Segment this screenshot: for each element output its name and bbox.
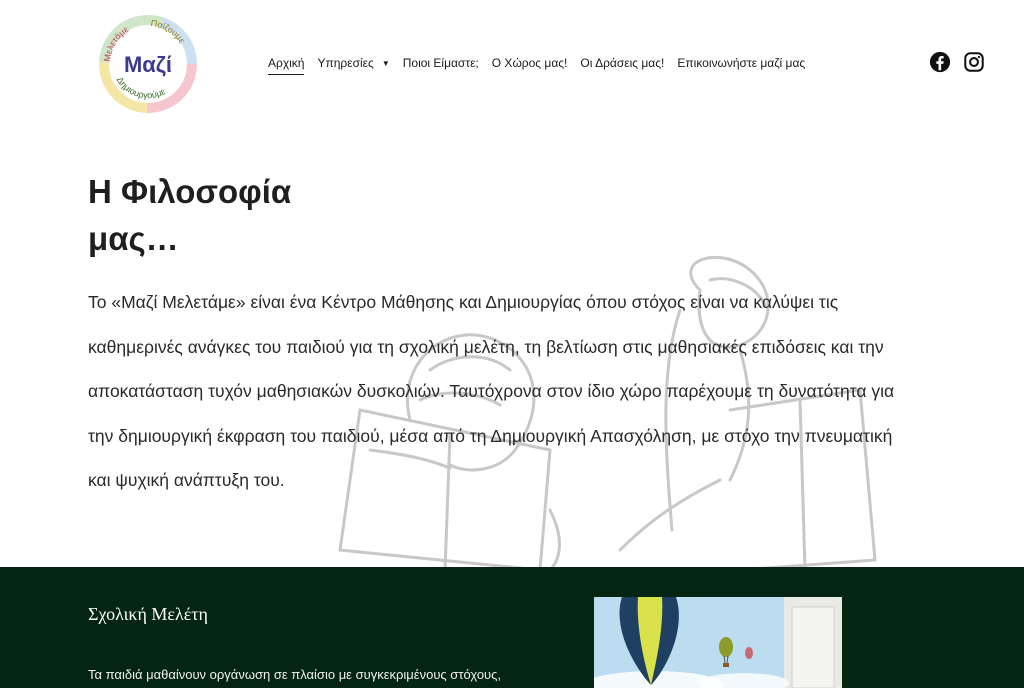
- nav-item-activities[interactable]: [580, 56, 664, 70]
- logo-center-text: Μαζί: [123, 52, 173, 77]
- nav-item-contact[interactable]: [677, 56, 805, 70]
- logo-arc-left: Μελετάμε: [101, 24, 131, 63]
- nav-item-label: Οι Δράσεις μας!: [580, 56, 665, 70]
- facebook-icon[interactable]: [929, 51, 951, 73]
- section-body: Τα παιδιά μαθαίνουν οργάνωση σε πλαίσιο με συγκεκριμένους στόχους,: [88, 667, 502, 682]
- main-nav: [268, 53, 818, 73]
- nav-item-label: Ο Χώρος μας!: [491, 56, 568, 70]
- instagram-icon[interactable]: [963, 51, 985, 73]
- nav-item-label: Υπηρεσίες: [317, 56, 374, 70]
- nav-item-home[interactable]: [268, 56, 304, 70]
- nav-item-services[interactable]: [317, 56, 389, 70]
- nav-item-label: Αρχική: [268, 56, 304, 75]
- logo-arc-right: Παίζουμε: [150, 18, 187, 46]
- nav-item-about[interactable]: [403, 56, 479, 70]
- nav-item-label: Επικοινωνήστε μαζί μας: [677, 56, 806, 70]
- logo-arc-bottom: Δημιουργούμε: [114, 75, 167, 101]
- site-logo[interactable]: [96, 12, 200, 116]
- section-title: Σχολική Μελέτη: [88, 604, 208, 624]
- nav-item-label: Ποιοι Είμαστε;: [402, 56, 479, 70]
- philosophy-section: [0, 130, 1024, 567]
- nav-item-space[interactable]: [492, 56, 568, 70]
- social-links: [929, 51, 985, 73]
- school-study-section: [0, 567, 1024, 688]
- philosophy-body: Το «Μαζί Μελετάμε» είναι ένα Κέντρο Μάθησης και Δημιουργίας όπου στόχος είναι να καλύψει τις καθημερινές ανάγκες του παιδιού για τη σχολική μελέτη, τη βελτίωση στις μαθησιακές επιδόσεις και την αποκατάσταση τυχόν μαθησιακών δυσκολιών. Ταυτόχρονα στον ίδιο χώρο παρέχουμε τη δυνατότητα για την δημιουργική έκφραση του παιδιού, μέσα από τη Δημιουργική Απασχόληση, με στόχο την πνευματική και ψυχική ανάπτυξη του.: [88, 292, 895, 490]
- philosophy-title: [88, 168, 348, 262]
- site-header: [0, 0, 1024, 130]
- balloon-mural-photo: [594, 597, 842, 688]
- title-line-1: Η Φιλοσοφία: [88, 173, 292, 210]
- caret-down-icon[interactable]: ▼: [381, 59, 390, 69]
- title-line-2: μας…: [88, 220, 179, 257]
